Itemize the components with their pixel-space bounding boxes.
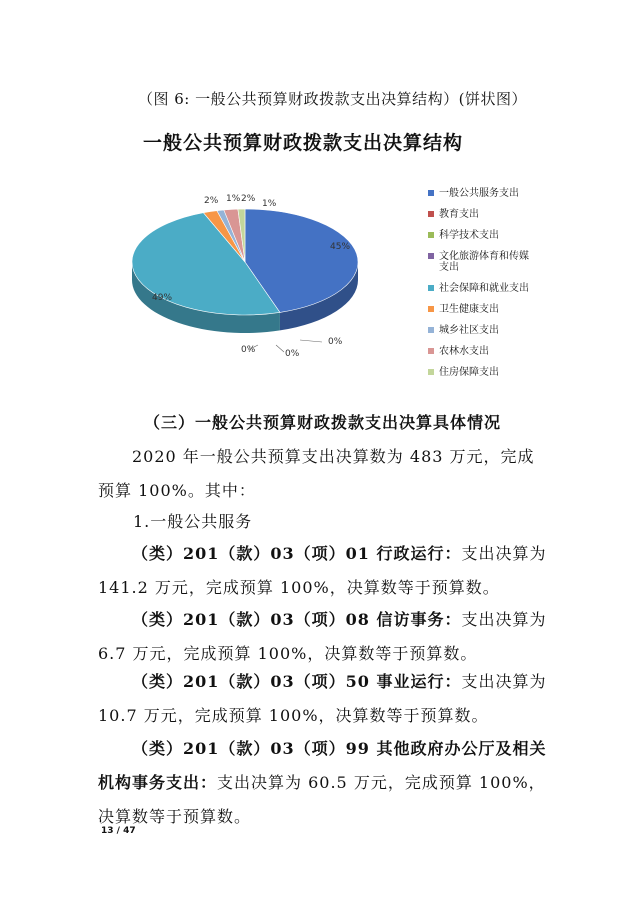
legend-swatch [428,348,434,354]
subheading: 1.一般公共服务 [133,512,253,531]
legend-item: 卫生健康支出 [428,304,535,315]
pie-data-label: 45% [330,242,351,252]
legend-item: 教育支出 [428,209,535,220]
item-paragraph [98,732,548,834]
legend-item: 科学技术支出 [428,230,535,241]
legend-item: 农林水支出 [428,346,535,357]
legend-swatch [428,327,434,333]
intro-paragraph: 2020 年一般公共预算支出决算数为 483 万元，完成预算 100%。其中： [98,447,535,500]
item-code: （类）201（款）03（项）01 行政运行： [132,544,462,563]
figure-caption: （图 6: 一般公共预算财政拨款支出决算结构）(饼状图） [138,90,527,108]
section-heading: （三）一般公共预算财政拨款支出决算具体情况 [144,413,502,432]
legend-item: 文化旅游体育和传媒支出 [428,251,535,273]
item-text: 支出决算为 6.7 万元，完成预算 100%，决算数等于预算数。 [98,610,547,663]
legend-item: 一般公共服务支出 [428,188,535,199]
item-paragraph [98,665,548,733]
item-code: （类）201（款）03（项）08 信访事务： [132,610,462,629]
pie-data-label: 2% [204,196,219,206]
legend-item: 住房保障支出 [428,367,535,378]
pie-data-label: 0% [285,349,300,359]
item-text: 支出决算为 10.7 万元，完成预算 100%，决算数等于预算数。 [98,672,547,725]
legend-swatch [428,190,434,196]
legend-item: 城乡社区支出 [428,325,535,336]
pie-data-label: 49% [152,293,173,303]
legend-swatch [428,253,434,259]
item-text: 支出决算为 60.5 万元，完成预算 100%，决算数等于预算数。 [98,773,546,826]
legend-item: 社会保障和就业支出 [428,283,535,294]
legend-swatch [428,232,434,238]
legend-swatch [428,306,434,312]
item-paragraph [98,537,548,605]
item-paragraph [98,603,548,671]
chart-title: 一般公共预算财政拨款支出决算结构 [143,132,464,154]
page-number: 13 / 47 [101,826,136,836]
pie-data-label: 1% [262,199,277,209]
item-code: （类）201（款）03（项）99 其他政府办公厅及相关机构事务支出： [98,739,547,792]
legend-swatch [428,211,434,217]
chart-legend [428,188,535,388]
leader-line [276,345,284,352]
item-text: 支出决算为 141.2 万元，完成预算 100%，决算数等于预算数。 [98,544,547,597]
legend-swatch [428,369,434,375]
item-code: （类）201（款）03（项）50 事业运行： [132,672,462,691]
leader-line [300,340,322,342]
pie-data-label: 2% [241,194,256,204]
pie-data-label: 0% [241,345,256,355]
pie-data-label: 1% [226,194,241,204]
pie-data-label: 0% [328,337,343,347]
legend-swatch [428,285,434,291]
